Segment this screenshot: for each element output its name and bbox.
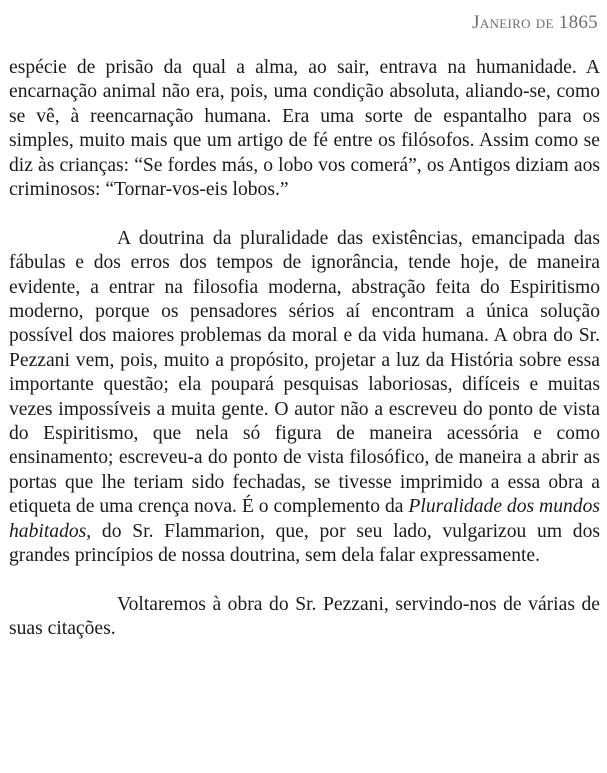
running-head-text: Janeiro de 1865: [472, 12, 598, 33]
paragraph-2-text-end: , do Sr. Flammarion, que, por seu lado, vulgarizou um dos grandes princípios de nossa doutrina, sem dela falar expressamente.: [9, 520, 600, 567]
paragraph-2: [9, 227, 600, 569]
paragraph-3: Voltaremos à obra do Sr. Pezzani, servindo-nos de várias de suas citações.: [9, 593, 600, 640]
book-title-italic: Pluralidade dos mundos habitados: [9, 496, 601, 542]
paragraph-gap: [9, 202, 600, 226]
body-text: [9, 56, 600, 642]
paragraph-1: espécie de prisão da qual a alma, ao sair, entrava na humanidade. A encarnação animal não era, pois, uma condição absoluta, aliando-se, como se vê, à reencarnação humana. Era uma sorte de espantalho para os simples, muito mais que um artigo de fé entre os filósofos. Assim como se diz às crianças: “Se fordes más, o lobo vos comerá”, os Antigos diziam aos criminosos: “Tornar-vos-eis lobos.”: [9, 57, 600, 201]
paragraph-2-text-start: A doutrina da pluralidade das existências, emancipada das fábulas e dos erros dos tempos de ignorância, tende hoje, de maneira evidente, a entrar na filosofia moderna, abstração feita do Espiritismo moderno, porque os pensadores sérios aí encontram a única solução possível dos maiores problemas da moral e da vida humana. A obra do Sr. Pezzani vem, pois, muito a propósito, projetar a luz da História sobre essa importante questão; ela poupará pesquisas laboriosas, difíceis e muitas vezes impossíveis a muita gente. O autor não a escreveu do ponto de vista do Espiritismo, que nela só figura de maneira acessória e como ensinamento; escreveu-a do ponto de vista filosófico, de maneira a abrir as portas que lhe teriam sido fechadas, se tivesse imprimido a essa obra a etiqueta de uma crença nova. É o complemento da: [9, 227, 600, 518]
paragraph-gap: [9, 569, 600, 593]
running-head: [472, 12, 598, 34]
